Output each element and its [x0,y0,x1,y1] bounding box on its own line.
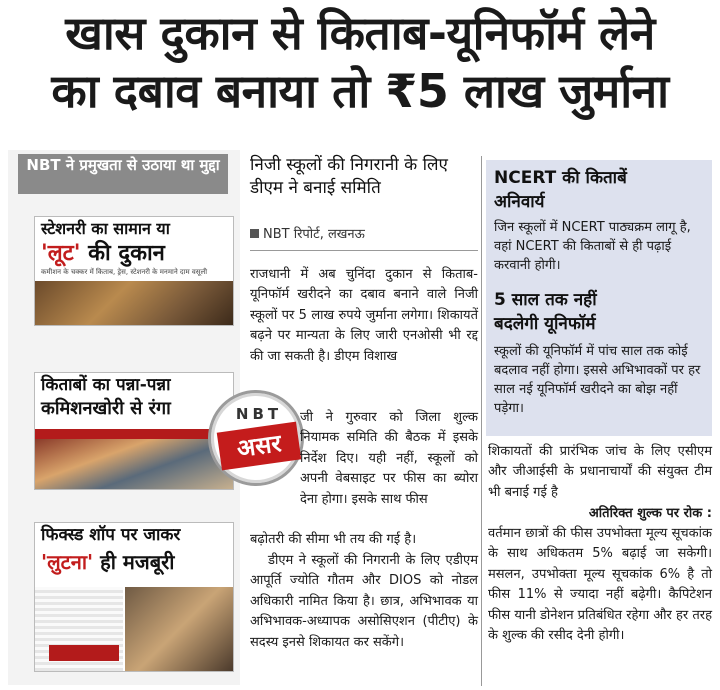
article-p2: डीएम ने स्कूलों की निगरानी के लिए एडीएम आपूर्ति ज्योति गौतम और DIOS को नोडल अधिकारी नामित किया है। छात्र, अभिभावक या अभिभावक-अध्यापक असोसिएशन (पीटीए) के सदस्य इनसे शिकायत कर सकेंगे। [250,553,478,650]
article-subheading: निजी स्कूलों की निगरानी के लिए डीएम ने बनाई समिति [250,155,448,198]
clip2-photo [35,439,233,489]
sidebar-clippings [8,150,240,685]
clip2-line2: कमिशनखोरी से रंगा [41,398,171,419]
article-p4: वर्तमान छात्रों की फीस उपभोक्ता मूल्य सूचकांक के साथ अधिकतम 5% बढ़ाई जा सकेगी। मसलन, उपभोक्ता मूल्य सूचकांक 6% है तो फीस 11% से ज्यादा नहीं बढ़ेगी। कैपिटेशन फीस यानी डोनेशन प्रतिबंधित रहेगा और हर तरह के शुल्क की रसीद देनी होगी। [488,526,712,644]
clip3-line2: 'लुटना' ही मजबूरी [41,550,175,574]
article-p1: राजधानी में अब चुनिंदा दुकान से किताब-यूनिफॉर्म खरीदने का दबाव बनाने वाले निजी स्कूलों पर 5 लाख रुपये जुर्माना लगेगा। शिकायतें बढ़ने पर मान्यता के लिए जारी एनओसी भी रद्द की जा सकती है। डीएम विशाख [250,267,478,364]
article-byline [250,224,365,242]
clip1-line2: 'लूट' की दुकान [41,241,165,266]
article-p1b: जी ने गुरुवार को जिला शुल्क नियामक समिति की बैठक में इसके निर्देश दिए। यही नहीं, स्कूलों को अपनी वेबसाइट पर फीस का ब्योरा देना होगा। इसके साथ फीस [300,410,478,507]
clip1-photo [35,281,233,325]
box-text-ncert: जिन स्कूलों में NCERT पाठ्यक्रम लागू है, वहां NCERT की किताबों से ही पढ़ाई करवानी होगी। [494,220,691,273]
headline-line-1: खास दुकान से किताब-यूनिफॉर्म लेने [65,6,655,60]
clip3-line1: फिक्स्ड शॉप पर जाकर [41,525,181,545]
clip3-ribbon [49,645,119,661]
clip2-band [35,429,233,439]
clip2-line1: किताबों का पन्ना-पन्ना [41,375,171,395]
byline-text: NBT रिपोर्ट, लखनऊ [263,227,365,242]
box-heading-ncert: NCERT की किताबें [494,168,627,188]
clipping-fixed-shop [34,522,234,672]
headline-line-2: का दबाव बनाया तो ₹5 लाख जुर्माना [51,64,669,118]
key-points-box [486,160,712,436]
article-p3: शिकायतों की प्रारंभिक जांच के लिए एसीएम और जीआईसी के प्रधानाचार्यों की संयुक्त टीम भी बनाई गई है [488,444,712,500]
seal-asar: असर [217,422,302,471]
seal-nbt: NBT [235,405,283,423]
byline-square-icon [250,229,259,238]
nbt-tag: NBT ने प्रमुखता से उठाया था मुद्दा [18,154,228,194]
box-text-uniform: स्कूलों की यूनिफॉर्म में पांच साल तक कोई बदलाव नहीं होगा। इससे अभिभावकों पर हर साल नई यूनिफॉर्म खरीदने का बोझ नहीं पड़ेगा। [494,344,701,416]
clipping-books [34,372,234,490]
box-heading-ncert-2: अनिवार्य [494,192,545,212]
headline [8,4,712,120]
box-heading-uniform-2: बदलेगी यूनिफॉर्म [494,314,596,334]
article-p1c: बढ़ोतरी की सीमा भी तय की गई है। [250,532,417,547]
box-heading-uniform: 5 साल तक नहीं [494,290,597,310]
column-rule [481,156,482,686]
byline-rule [250,250,478,251]
clip3-photo [125,587,233,671]
clip1-line1: स्टेशनरी का सामान या [41,219,170,238]
article-p4-heading: अतिरिक्त शुल्क पर रोक : [588,506,712,521]
clipping-stationery [34,216,234,326]
clip1-subline: कमीशन के चक्कर में किताब, ड्रेस, स्टेशनरी के मनमाने दाम वसूली [41,268,208,276]
nbt-asar-seal [208,390,304,486]
